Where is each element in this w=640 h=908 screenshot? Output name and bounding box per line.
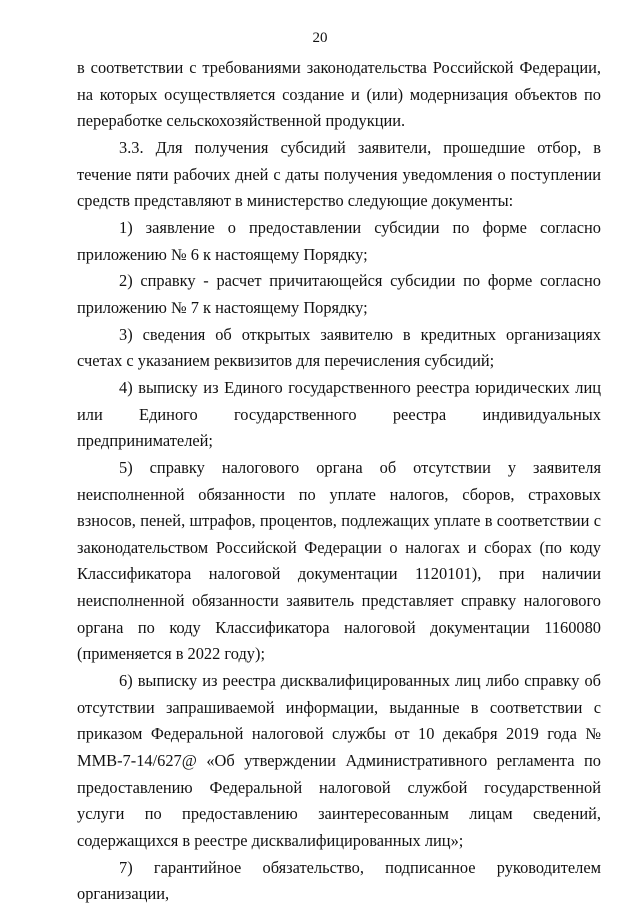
paragraph-item-2: 2) справку - расчет причитающейся субсидии по форме согласно приложению № 7 к настоящему Порядку; [77, 271, 601, 317]
paragraph-item-3: 3) сведения об открытых заявителю в кредитных организациях счетах с указанием реквизитов для перечисления субсидий; [77, 324, 601, 371]
paragraph-item-5: 5) справку налогового органа об отсутствии у заявителя неисполненной обязанности по уплате налогов, сборов, страховых взносов, пеней, штрафов, процентов, подлежащих уплате в соответствии с законодательством Российской Федерации о налогах и сборах (по коду Классификатора налоговой документации 1120101), при наличии неисполненной обязанности заявитель представляет справку налогового органа по коду Классификатора налоговой документации 1160080 (применяется в 2022 году); [77, 457, 601, 664]
paragraph-item-4: 4) выписку из Единого государственного реестра юридических лиц или Единого государственного реестра индивидуальных предпринимателей; [77, 377, 601, 451]
paragraph-item-1: 1) заявление о предоставлении субсидии по форме согласно приложению № 6 к настоящему Порядку; [77, 217, 601, 264]
paragraph-section-3-3: 3.3. Для получения субсидий заявители, прошедшие отбор, в течение пяти рабочих дней с даты получения уведомления о поступлении средств представляют в министерство следующие документы: [77, 137, 601, 211]
document-body [77, 55, 601, 908]
paragraph-item-7: 7) гарантийное обязательство, подписанное руководителем организации, [77, 857, 601, 904]
page-number: 20 [312, 30, 328, 46]
paragraph-item-6: 6) выписку из реестра дисквалифицированных лиц либо справку об отсутствии запрашиваемой информации, выданные в соответствии с приказом Федеральной налоговой службы от 10 декабря 2019 года № ММВ-7-14/627@ «Об утверждении Административного регламента по предоставлению Федеральной налоговой службой государственной услуги по предоставлению заинтересованным лицам сведений, содержащихся в реестре дисквалифицированных лиц»; [77, 671, 601, 851]
paragraph-intro-continuation: в соответствии с требованиями законодательства Российской Федерации, на которых осуществляется создание и (или) модернизация объектов по переработке сельскохозяйственной продукции. [77, 58, 601, 131]
